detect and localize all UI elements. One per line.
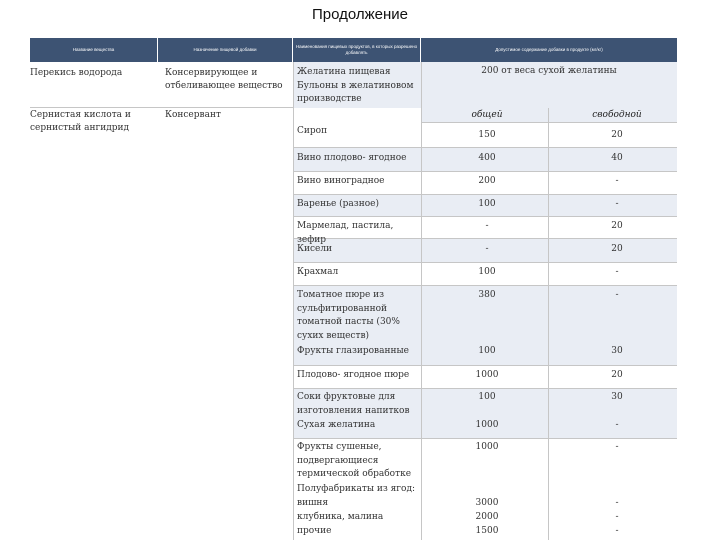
- header-function: Назначение пищевой добавки: [158, 38, 293, 62]
- product-name: Мармелад, пастила, зефир: [297, 221, 394, 245]
- value-free: 20: [611, 244, 623, 254]
- product-name: прочие: [297, 526, 332, 536]
- grid-line: [293, 216, 677, 217]
- value-total: 100: [478, 346, 496, 356]
- value-free: 20: [611, 130, 623, 140]
- value-free: -: [615, 526, 619, 536]
- additive-function: Консервант: [165, 110, 221, 120]
- subheader-free: свободной: [592, 110, 642, 120]
- product-name: Соки фруктовые для изготовления напитков: [297, 392, 410, 416]
- value-total: -: [485, 244, 489, 254]
- value-free: -: [615, 420, 619, 430]
- additive-name: Перекись водорода: [30, 68, 123, 78]
- value-total: 1000: [475, 370, 499, 380]
- header-max-level: Допустимое содержание добавки в продукте (мг/кг): [421, 38, 677, 62]
- product-name: Сухая желатина: [297, 420, 376, 430]
- value-free: -: [615, 267, 619, 277]
- value-total: -: [485, 221, 489, 231]
- value-total: 150: [478, 130, 496, 140]
- product-name: Желатина пищевая Бульоны в желатиновом производстве: [297, 67, 414, 104]
- value-total: 400: [478, 153, 496, 163]
- product-name: Полуфабрикаты из ягод:: [297, 484, 416, 494]
- product-name: Вино виноградное: [297, 176, 385, 186]
- value-free: 40: [611, 153, 623, 163]
- value-free: -: [615, 290, 619, 300]
- value-total: 100: [478, 199, 496, 209]
- value-total: 1000: [475, 442, 499, 452]
- product-name: Вино плодово- ягодное: [297, 153, 407, 163]
- value-free: -: [615, 512, 619, 522]
- product-name: Варенье (разное): [297, 199, 379, 209]
- header-products: Наименования пищевых продуктов, в которых разрешено добавлять: [293, 38, 421, 62]
- value-free: -: [615, 176, 619, 186]
- product-name: Кисели: [297, 244, 333, 254]
- grid-line: [548, 108, 549, 540]
- value-total: 380: [478, 290, 496, 300]
- grid-line: [293, 365, 677, 366]
- grid-line: [293, 147, 677, 148]
- grid-line: [293, 171, 677, 172]
- value-free: 30: [611, 392, 623, 402]
- value-total: 2000: [475, 512, 499, 522]
- value-total: 200: [478, 176, 496, 186]
- value-free: -: [615, 442, 619, 452]
- value-free: 20: [611, 221, 623, 231]
- grid-line: [293, 194, 677, 195]
- value-total: 100: [478, 267, 496, 277]
- value-free: -: [615, 498, 619, 508]
- product-name: Плодово- ягодное пюре: [297, 370, 410, 380]
- value-free: 30: [611, 346, 623, 356]
- grid-line: [293, 262, 677, 263]
- header-additive-name: Название вещества: [30, 38, 158, 62]
- product-name: Сироп: [297, 126, 328, 136]
- grid-line: [293, 62, 294, 540]
- additive-function: Консервирующее и отбеливающее вещество: [165, 68, 283, 91]
- product-name: клубника, малина: [297, 512, 384, 522]
- subheader-total: общей: [471, 110, 503, 120]
- grid-line: [293, 388, 677, 389]
- product-name: вишня: [297, 498, 329, 508]
- value-free: -: [615, 199, 619, 209]
- additive-name: Сернистая кислота и сернистый ангидрид: [30, 110, 131, 133]
- value-total: 100: [478, 392, 496, 402]
- grid-line: [30, 107, 293, 108]
- value-total: 1000: [475, 420, 499, 430]
- value-total: 1500: [475, 526, 499, 536]
- product-name: Томатное пюре из сульфитированной томатной пасты (30% сухих веществ): [297, 290, 400, 341]
- value-free: 20: [611, 370, 623, 380]
- gelatin-value: 200 от веса сухой желатины: [481, 66, 617, 76]
- grid-line: [421, 122, 677, 123]
- product-name: Крахмал: [297, 267, 339, 277]
- value-total: 3000: [475, 498, 499, 508]
- grid-line: [421, 62, 422, 540]
- product-name: Фрукты сушеные, подвергающиеся термической обработке: [297, 442, 412, 479]
- product-name: Фрукты глазированные: [297, 346, 409, 356]
- page-title: Продолжение: [311, 6, 409, 23]
- grid-line: [293, 438, 677, 439]
- grid-line: [293, 285, 677, 286]
